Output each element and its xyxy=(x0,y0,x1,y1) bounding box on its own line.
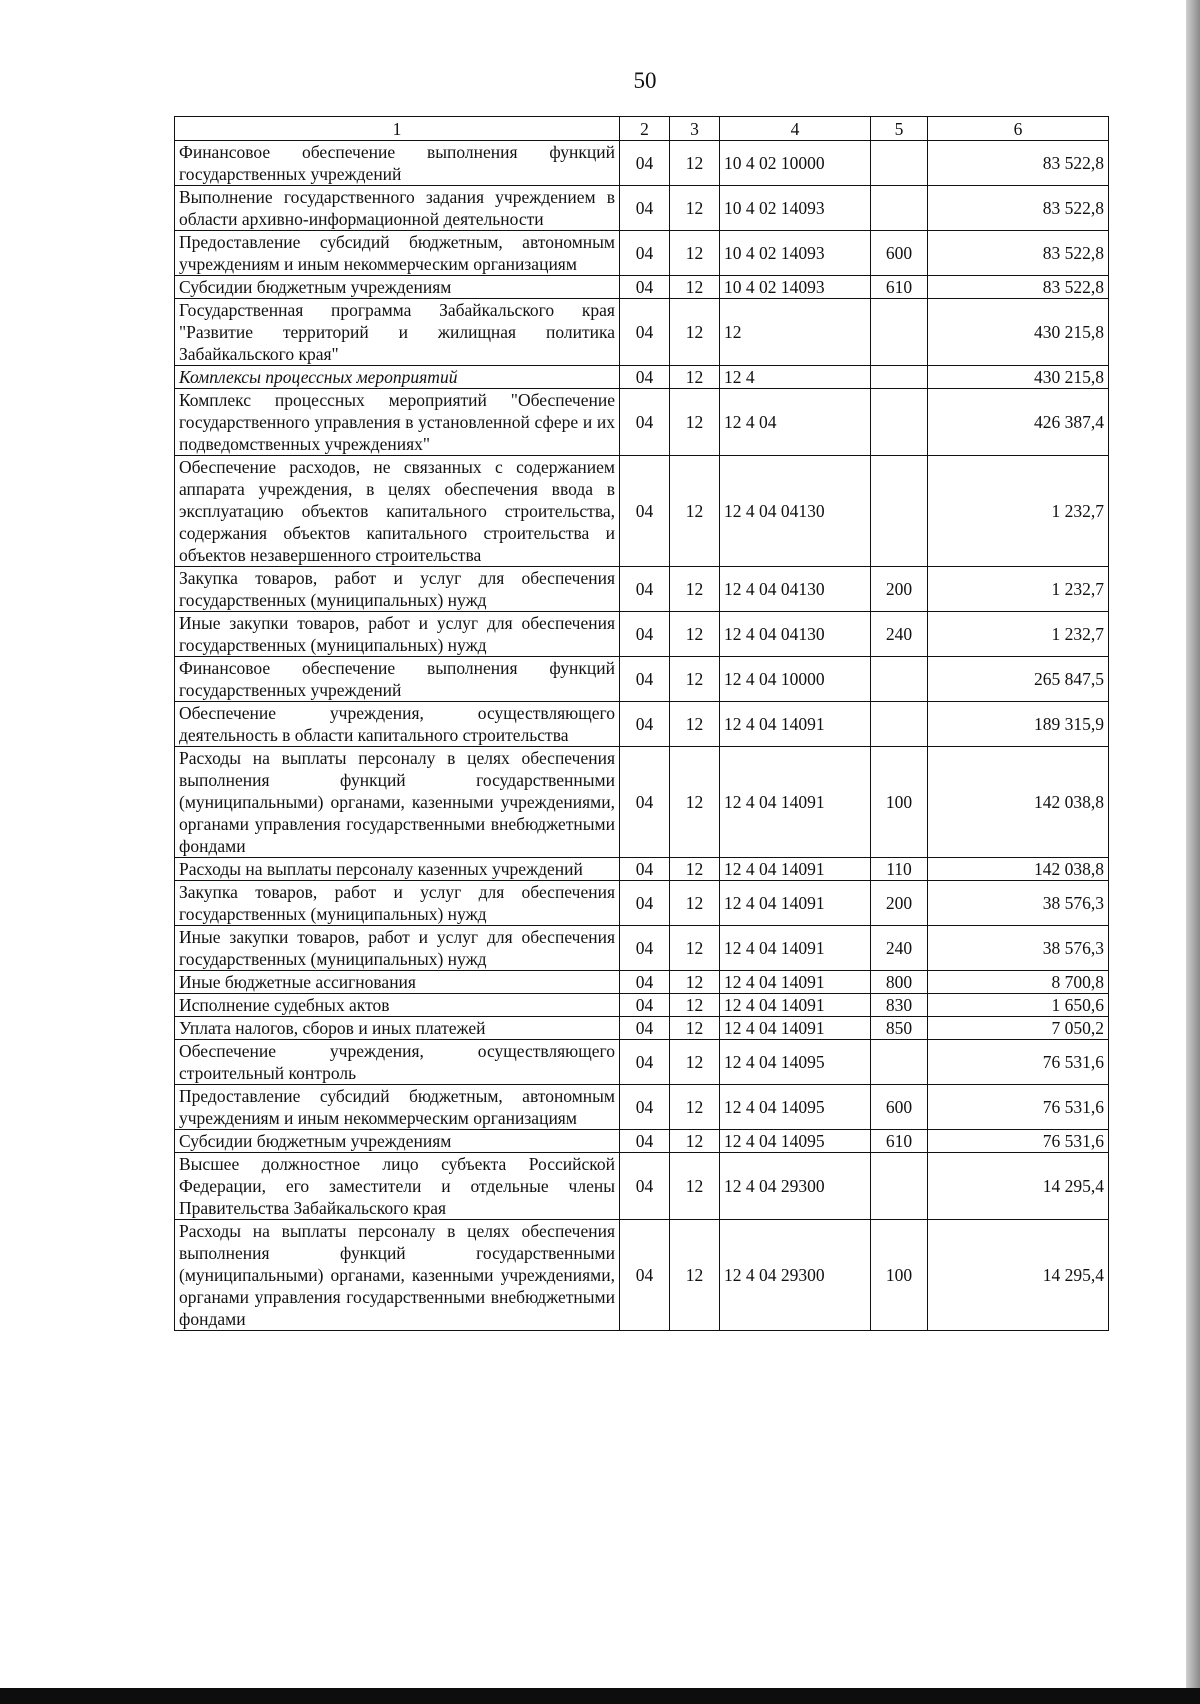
row-amount: 430 215,8 xyxy=(928,366,1109,389)
row-subsection-code: 12 xyxy=(670,299,720,366)
table-row xyxy=(175,1130,1109,1153)
row-section-code: 04 xyxy=(620,141,670,186)
row-description: Расходы на выплаты персоналу в целях обеспечения выполнения функций государственными (муниципальными) органами, казенными учреждениями, органами управления государственными внебюджетными фондами xyxy=(175,1220,620,1331)
table-row xyxy=(175,231,1109,276)
row-target-article: 12 4 04 10000 xyxy=(720,657,871,702)
page-number: 50 xyxy=(633,68,657,93)
row-amount: 1 232,7 xyxy=(928,567,1109,612)
row-section-code: 04 xyxy=(620,747,670,858)
row-expense-type xyxy=(871,366,928,389)
table-row xyxy=(175,456,1109,567)
row-subsection-code: 12 xyxy=(670,612,720,657)
row-section-code: 04 xyxy=(620,881,670,926)
row-description: Обеспечение учреждения, осуществляющего строительный контроль xyxy=(175,1040,620,1085)
row-description: Финансовое обеспечение выполнения функций государственных учреждений xyxy=(175,141,620,186)
row-subsection-code: 12 xyxy=(670,389,720,456)
table-row xyxy=(175,1220,1109,1331)
table-row xyxy=(175,299,1109,366)
table-row xyxy=(175,881,1109,926)
row-target-article: 12 4 04 14091 xyxy=(720,702,871,747)
row-subsection-code: 12 xyxy=(670,231,720,276)
row-amount: 76 531,6 xyxy=(928,1130,1109,1153)
row-target-article: 12 4 04 04130 xyxy=(720,612,871,657)
header-col-6: 6 xyxy=(928,117,1109,141)
row-section-code: 04 xyxy=(620,858,670,881)
row-target-article: 12 4 04 29300 xyxy=(720,1153,871,1220)
row-section-code: 04 xyxy=(620,994,670,1017)
row-section-code: 04 xyxy=(620,456,670,567)
row-target-article: 12 4 04 14091 xyxy=(720,971,871,994)
row-target-article: 12 4 04 04130 xyxy=(720,456,871,567)
row-section-code: 04 xyxy=(620,231,670,276)
row-description: Иные бюджетные ассигнования xyxy=(175,971,620,994)
table-row xyxy=(175,141,1109,186)
table-row xyxy=(175,747,1109,858)
row-subsection-code: 12 xyxy=(670,1220,720,1331)
header-row xyxy=(175,117,1109,141)
table-row xyxy=(175,389,1109,456)
row-target-article: 12 4 04 14091 xyxy=(720,994,871,1017)
row-section-code: 04 xyxy=(620,1085,670,1130)
row-target-article: 10 4 02 10000 xyxy=(720,141,871,186)
row-description: Иные закупки товаров, работ и услуг для обеспечения государственных (муниципальных) нужд xyxy=(175,612,620,657)
row-section-code: 04 xyxy=(620,1153,670,1220)
row-target-article: 10 4 02 14093 xyxy=(720,276,871,299)
row-subsection-code: 12 xyxy=(670,926,720,971)
row-subsection-code: 12 xyxy=(670,1017,720,1040)
row-section-code: 04 xyxy=(620,1130,670,1153)
row-subsection-code: 12 xyxy=(670,858,720,881)
scan-edge-bottom xyxy=(0,1688,1200,1704)
row-amount: 1 650,6 xyxy=(928,994,1109,1017)
row-target-article: 12 xyxy=(720,299,871,366)
row-expense-type xyxy=(871,299,928,366)
row-description: Обеспечение учреждения, осуществляющего деятельность в области капитального строительства xyxy=(175,702,620,747)
table-row xyxy=(175,858,1109,881)
row-section-code: 04 xyxy=(620,389,670,456)
row-target-article: 12 4 04 14091 xyxy=(720,881,871,926)
row-target-article: 12 4 04 14095 xyxy=(720,1085,871,1130)
row-amount: 142 038,8 xyxy=(928,747,1109,858)
table-row xyxy=(175,702,1109,747)
row-expense-type: 200 xyxy=(871,567,928,612)
row-expense-type: 850 xyxy=(871,1017,928,1040)
row-subsection-code: 12 xyxy=(670,141,720,186)
row-target-article: 12 4 xyxy=(720,366,871,389)
row-description: Государственная программа Забайкальского края "Развитие территорий и жилищная политика Забайкальского края" xyxy=(175,299,620,366)
table-row xyxy=(175,994,1109,1017)
row-description: Закупка товаров, работ и услуг для обеспечения государственных (муниципальных) нужд xyxy=(175,881,620,926)
row-subsection-code: 12 xyxy=(670,1153,720,1220)
row-subsection-code: 12 xyxy=(670,881,720,926)
row-section-code: 04 xyxy=(620,299,670,366)
header-col-4: 4 xyxy=(720,117,871,141)
row-amount: 76 531,6 xyxy=(928,1040,1109,1085)
row-expense-type: 240 xyxy=(871,612,928,657)
row-description: Комплекс процессных мероприятий "Обеспечение государственного управления в установленной сфере и их подведомственных учреждениях" xyxy=(175,389,620,456)
row-description: Исполнение судебных актов xyxy=(175,994,620,1017)
row-amount: 83 522,8 xyxy=(928,141,1109,186)
row-description: Выполнение государственного задания учреждением в области архивно-информационной деятельности xyxy=(175,186,620,231)
row-description: Расходы на выплаты персоналу казенных учреждений xyxy=(175,858,620,881)
row-subsection-code: 12 xyxy=(670,186,720,231)
row-target-article: 12 4 04 14091 xyxy=(720,747,871,858)
table-row xyxy=(175,971,1109,994)
row-expense-type xyxy=(871,186,928,231)
row-target-article: 12 4 04 04130 xyxy=(720,567,871,612)
row-subsection-code: 12 xyxy=(670,456,720,567)
row-target-article: 12 4 04 14095 xyxy=(720,1040,871,1085)
row-subsection-code: 12 xyxy=(670,366,720,389)
row-target-article: 10 4 02 14093 xyxy=(720,186,871,231)
row-subsection-code: 12 xyxy=(670,747,720,858)
row-amount: 8 700,8 xyxy=(928,971,1109,994)
budget-table xyxy=(174,116,1109,1331)
row-expense-type xyxy=(871,389,928,456)
row-subsection-code: 12 xyxy=(670,971,720,994)
row-amount: 14 295,4 xyxy=(928,1220,1109,1331)
table-row xyxy=(175,1085,1109,1130)
row-subsection-code: 12 xyxy=(670,1130,720,1153)
table-row xyxy=(175,926,1109,971)
row-amount: 38 576,3 xyxy=(928,926,1109,971)
table-row xyxy=(175,567,1109,612)
row-amount: 76 531,6 xyxy=(928,1085,1109,1130)
row-expense-type: 600 xyxy=(871,231,928,276)
row-description: Закупка товаров, работ и услуг для обеспечения государственных (муниципальных) нужд xyxy=(175,567,620,612)
table-row xyxy=(175,186,1109,231)
row-expense-type xyxy=(871,141,928,186)
row-description: Финансовое обеспечение выполнения функций государственных учреждений xyxy=(175,657,620,702)
table-row xyxy=(175,276,1109,299)
row-target-article: 12 4 04 14091 xyxy=(720,1017,871,1040)
row-amount: 83 522,8 xyxy=(928,276,1109,299)
row-amount: 426 387,4 xyxy=(928,389,1109,456)
row-description: Субсидии бюджетным учреждениям xyxy=(175,1130,620,1153)
row-description: Субсидии бюджетным учреждениям xyxy=(175,276,620,299)
table-row xyxy=(175,612,1109,657)
row-amount: 189 315,9 xyxy=(928,702,1109,747)
row-target-article: 12 4 04 29300 xyxy=(720,1220,871,1331)
row-expense-type: 100 xyxy=(871,1220,928,1331)
row-section-code: 04 xyxy=(620,926,670,971)
row-section-code: 04 xyxy=(620,657,670,702)
row-section-code: 04 xyxy=(620,1220,670,1331)
table-row xyxy=(175,657,1109,702)
row-description: Предоставление субсидий бюджетным, автономным учреждениям и иным некоммерческим организациям xyxy=(175,231,620,276)
row-section-code: 04 xyxy=(620,702,670,747)
row-section-code: 04 xyxy=(620,612,670,657)
row-expense-type xyxy=(871,456,928,567)
row-expense-type: 600 xyxy=(871,1085,928,1130)
row-description: Высшее должностное лицо субъекта Российской Федерации, его заместители и отдельные члены Правительства Забайкальского края xyxy=(175,1153,620,1220)
header-col-3: 3 xyxy=(670,117,720,141)
row-expense-type: 800 xyxy=(871,971,928,994)
row-subsection-code: 12 xyxy=(670,994,720,1017)
row-description: Предоставление субсидий бюджетным, автономным учреждениям и иным некоммерческим организациям xyxy=(175,1085,620,1130)
scan-edge-right xyxy=(1186,0,1200,1704)
row-section-code: 04 xyxy=(620,1040,670,1085)
row-amount: 83 522,8 xyxy=(928,231,1109,276)
row-subsection-code: 12 xyxy=(670,1085,720,1130)
row-amount: 142 038,8 xyxy=(928,858,1109,881)
row-target-article: 12 4 04 14091 xyxy=(720,858,871,881)
header-col-2: 2 xyxy=(620,117,670,141)
row-target-article: 10 4 02 14093 xyxy=(720,231,871,276)
header-col-1: 1 xyxy=(175,117,620,141)
row-expense-type: 610 xyxy=(871,1130,928,1153)
row-subsection-code: 12 xyxy=(670,276,720,299)
row-amount: 430 215,8 xyxy=(928,299,1109,366)
row-amount: 1 232,7 xyxy=(928,612,1109,657)
table-row xyxy=(175,1017,1109,1040)
row-target-article: 12 4 04 14095 xyxy=(720,1130,871,1153)
row-subsection-code: 12 xyxy=(670,657,720,702)
row-description: Расходы на выплаты персоналу в целях обеспечения выполнения функций государственными (муниципальными) органами, казенными учреждениями, органами управления государственными внебюджетными фондами xyxy=(175,747,620,858)
row-subsection-code: 12 xyxy=(670,702,720,747)
row-amount: 14 295,4 xyxy=(928,1153,1109,1220)
row-expense-type: 100 xyxy=(871,747,928,858)
row-expense-type xyxy=(871,1040,928,1085)
row-description: Комплексы процессных мероприятий xyxy=(175,366,620,389)
row-section-code: 04 xyxy=(620,567,670,612)
row-description: Обеспечение расходов, не связанных с содержанием аппарата учреждения, в целях обеспечения ввода в эксплуатацию объектов капитального строительства, содержания объектов капитального строительства и объектов незавершенного строительства xyxy=(175,456,620,567)
table-row xyxy=(175,1153,1109,1220)
row-expense-type: 610 xyxy=(871,276,928,299)
row-amount: 38 576,3 xyxy=(928,881,1109,926)
row-amount: 1 232,7 xyxy=(928,456,1109,567)
row-subsection-code: 12 xyxy=(670,567,720,612)
row-section-code: 04 xyxy=(620,1017,670,1040)
row-subsection-code: 12 xyxy=(670,1040,720,1085)
row-amount: 265 847,5 xyxy=(928,657,1109,702)
row-target-article: 12 4 04 14091 xyxy=(720,926,871,971)
row-expense-type: 110 xyxy=(871,858,928,881)
row-section-code: 04 xyxy=(620,276,670,299)
row-expense-type xyxy=(871,657,928,702)
header-col-5: 5 xyxy=(871,117,928,141)
row-section-code: 04 xyxy=(620,186,670,231)
table-row xyxy=(175,1040,1109,1085)
row-amount: 83 522,8 xyxy=(928,186,1109,231)
row-expense-type: 240 xyxy=(871,926,928,971)
row-expense-type: 200 xyxy=(871,881,928,926)
row-description: Уплата налогов, сборов и иных платежей xyxy=(175,1017,620,1040)
row-expense-type: 830 xyxy=(871,994,928,1017)
row-description: Иные закупки товаров, работ и услуг для обеспечения государственных (муниципальных) нужд xyxy=(175,926,620,971)
row-target-article: 12 4 04 xyxy=(720,389,871,456)
row-section-code: 04 xyxy=(620,971,670,994)
row-expense-type xyxy=(871,702,928,747)
table-row xyxy=(175,366,1109,389)
row-expense-type xyxy=(871,1153,928,1220)
row-amount: 7 050,2 xyxy=(928,1017,1109,1040)
row-section-code: 04 xyxy=(620,366,670,389)
